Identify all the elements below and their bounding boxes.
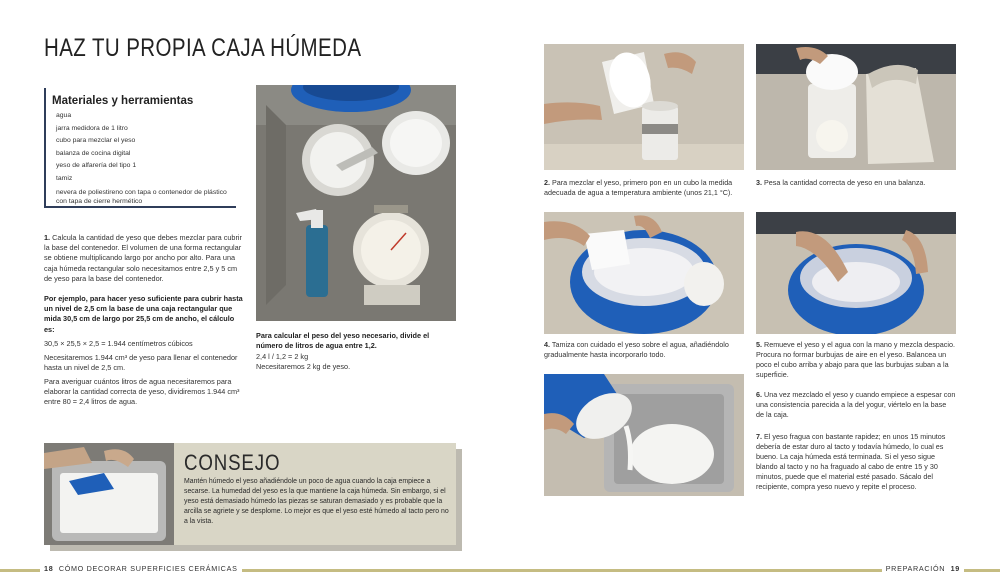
materials-list	[56, 110, 236, 206]
step-3-caption	[756, 178, 956, 188]
materials-item: nevera de poliestireno con tapa o contenedor de plástico con tapa de cierre hermético	[56, 188, 227, 205]
step-6-caption	[756, 390, 956, 420]
step-number: 2.	[544, 178, 550, 187]
footer-left	[40, 564, 242, 573]
consejo-text: Mantén húmedo el yeso añadiéndole un poco de agua cuando la caja empiece a secarse. La humedad del yeso es la que mantiene la caja húmeda. Sin embargo, si el yeso está demasiado húmedo las piezas se saturan demasiado y es probable que la arcilla se agriete y se desplome. Lo mejor es que el yeso esté húmedo al tacto pero no a la vista.	[184, 478, 449, 525]
page-number: 19	[950, 564, 960, 573]
materials-item: balanza de cocina digital	[56, 149, 131, 157]
step-text: El yeso fragua con bastante rapidez; en unos 15 minutos debería de estar duro al tacto y todavía húmedo, lo cual es bueno. La caja húmeda está terminada. Si el yeso sigue blando al tacto y no ha fraguado al cabo de entre 15 y 30 minutos, puede que el material esté pasado. Sácalo del recipiente, compra yeso nuevo y repite el proceso.	[756, 432, 946, 491]
step-text: Una vez mezclado el yeso y cuando empiece a espesar con una consistencia parecida a la del yogur, viértelo en la base de la caja.	[756, 390, 956, 419]
step-number: 4.	[544, 340, 550, 349]
step-text: Pesa la cantidad correcta de yeso en una balanza.	[764, 178, 926, 187]
consejo-photo	[44, 443, 174, 545]
step-5-caption	[756, 340, 956, 380]
example-need: Necesitaremos 1.944 cm³ de yeso para llenar el contenedor hasta un nivel de 2,5 cm.	[44, 353, 238, 373]
weight-bold: Para calcular el peso del yeso necesario, divide el número de litros de agua entre 1,2.	[256, 331, 430, 351]
step-text: Para mezclar el yeso, primero pon en un cubo la medida adecuada de agua a temperatura ambiente (unos 21,1 °C).	[544, 178, 733, 197]
step-text: Remueve el yeso y el agua con la mano y mezcla despacio. Procura no formar burbujas de aire en el yeso. Balancea un poco el cubo arriba y abajo para que las burbujas suban a la superficie.	[756, 340, 955, 379]
example-water: Para averiguar cuántos litros de agua necesitaremos para elaborar la cantidad correcta de yeso, dividiremos 1.944 cm³ entre 80 = 2,4 litros de agua.	[44, 377, 240, 407]
step-2-caption	[544, 178, 744, 198]
step-text: Tamiza con cuidado el yeso sobre el agua, añadiéndolo gradualmente hasta incorporarlo todo.	[544, 340, 729, 359]
example-calc: 30,5 × 25,5 × 2,5 = 1.944 centímetros cúbicos	[44, 339, 193, 348]
running-head: CÓMO DECORAR SUPERFICIES CERÁMICAS	[58, 564, 238, 573]
step-text: Calcula la cantidad de yeso que debes mezclar para cubrir la base del contenedor. El volumen de una forma rectangular se obtiene multiplicando largo por ancho por alto. Para una caja húmeda rectangular solo necesitamos entre 2,5 y 5 cm de yeso para la base del contenedor.	[44, 233, 242, 283]
footer-right	[882, 564, 964, 573]
example-bold: Por ejemplo, para hacer yeso suficiente para cubrir hasta un nivel de 2,5 cm la base de una caja rectangular que mida 30,5 cm de largo por 25,5 cm de ancho, el cálculo es:	[44, 294, 243, 334]
step-4-caption	[544, 340, 744, 360]
step-7-caption	[756, 432, 956, 492]
materials-item: tamiz	[56, 174, 73, 182]
tools-photo	[256, 85, 456, 321]
step-number: 6.	[756, 390, 762, 399]
step-number: 7.	[756, 432, 762, 441]
page-title: HAZ TU PROPIA CAJA HÚMEDA	[44, 34, 362, 62]
step-3-photo	[756, 44, 956, 170]
step-4-photo	[544, 212, 744, 334]
weight-calc: 2,4 l / 1,2 = 2 kg	[256, 352, 309, 361]
step-number: 3.	[756, 178, 762, 187]
running-head: PREPARACIÓN	[885, 564, 946, 573]
consejo-title: CONSEJO	[184, 450, 281, 475]
step-5-photo	[756, 212, 956, 334]
step-6-photo	[544, 374, 744, 496]
materials-item: yeso de alfarería del tipo 1	[56, 162, 137, 170]
step-number: 5.	[756, 340, 762, 349]
page-number: 18	[44, 564, 54, 573]
weight-result: Necesitaremos 2 kg de yeso.	[256, 362, 351, 371]
materials-item: cubo para mezclar el yeso	[56, 137, 136, 145]
materials-item: jarra medidora de 1 litro	[56, 124, 128, 132]
materials-heading: Materiales y herramientas	[52, 95, 194, 107]
step-1	[44, 233, 242, 284]
step-number: 1.	[44, 233, 51, 242]
step-2-photo	[544, 44, 744, 170]
materials-item: agua	[56, 112, 72, 119]
